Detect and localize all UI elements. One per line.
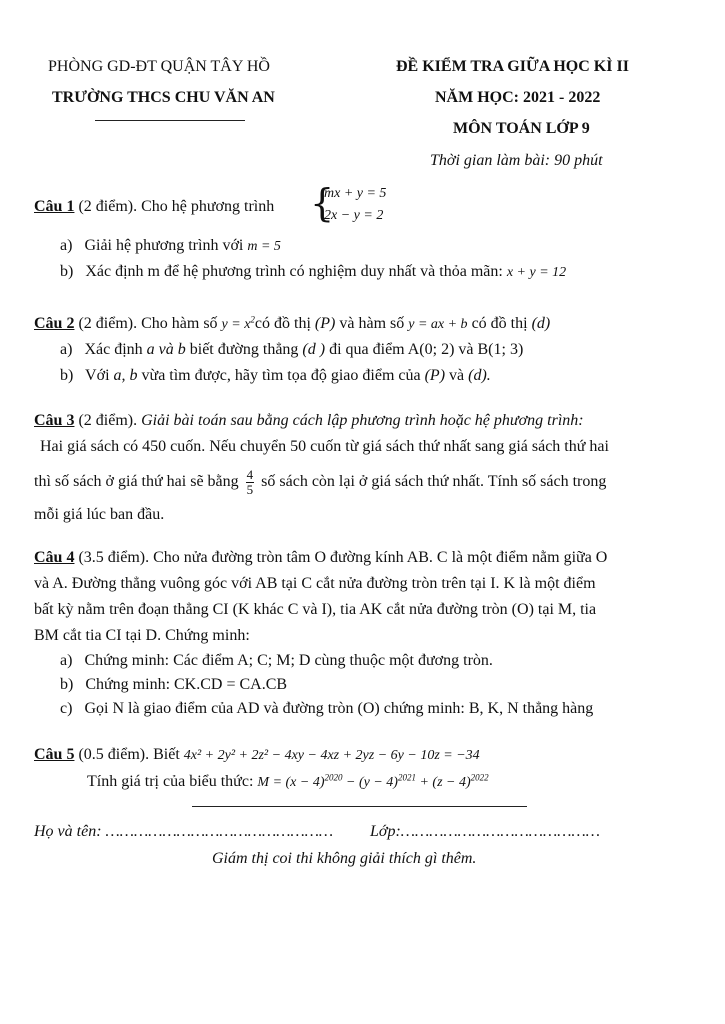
- question-1a: [60, 236, 281, 256]
- system-brace-icon: {: [310, 181, 335, 225]
- exam-duration: Thời gian làm bài: 90 phút: [430, 152, 603, 169]
- equation-1: mx + y = 5: [324, 186, 387, 201]
- question-1-intro: [34, 197, 274, 217]
- question-4b: [60, 675, 287, 695]
- fraction-four-fifths: [246, 468, 255, 497]
- question-5-points: (0.5 điểm). Biết: [74, 746, 180, 763]
- class-field: Lớp:……………………………………: [370, 823, 600, 840]
- text: có đồ thị: [471, 315, 528, 332]
- text: đi qua điểm A(0; 2) và B(1; 3): [329, 341, 524, 358]
- graph-d: (d).: [468, 367, 491, 384]
- item-label: b): [60, 676, 74, 693]
- text: số sách còn lại ở giá sách thứ nhất. Tính số sách trong: [261, 473, 607, 491]
- given-equation: 4x² + 2y² + 2z² − 4xy − 4xz + 2yz − 6y − 10z = −34: [183, 748, 480, 763]
- expression-m: [257, 772, 489, 790]
- item-label: c): [60, 700, 73, 717]
- question-3-line-2: [34, 468, 606, 497]
- question-2-points: (2 điểm). Cho hàm số: [74, 315, 218, 332]
- header-divider: [95, 120, 245, 121]
- question-4c: [60, 699, 593, 719]
- text: biết đường thẳng: [189, 341, 299, 358]
- item-label: a): [60, 341, 73, 358]
- function-1: [221, 314, 255, 332]
- item-text: Chứng minh: CK.CD = CA.CB: [85, 676, 288, 693]
- function-2: y = ax + b: [408, 317, 468, 332]
- question-3-instruction: Giải bài toán sau bằng cách lập phương trình hoặc hệ phương trình:: [141, 412, 584, 429]
- text: vừa tìm được, hãy tìm tọa độ giao điểm của: [141, 367, 421, 384]
- question-1-points: (2 điểm). Cho hệ phương trình: [74, 198, 275, 215]
- question-2b: [60, 366, 491, 386]
- question-1-label: Câu 1: [34, 198, 75, 215]
- item-text: Xác định m để hệ phương trình có nghiệm duy nhất và thỏa mãn:: [85, 263, 503, 280]
- fraction-denominator: 5: [246, 482, 254, 497]
- school-name: TRƯỜNG THCS CHU VĂN AN: [52, 89, 275, 106]
- item-label: b): [60, 263, 74, 280]
- line-d: (d ): [302, 341, 326, 358]
- item-text: Chứng minh: Các điểm A; C; M; D cùng thuộc một đương tròn.: [84, 652, 493, 669]
- function-1-base: y = x: [221, 317, 251, 332]
- item-label: b): [60, 367, 74, 384]
- text: và hàm số: [339, 315, 405, 332]
- question-5-intro: [34, 745, 480, 765]
- footer-divider: [192, 806, 527, 807]
- text: có đồ thị: [254, 315, 311, 332]
- question-2-intro: [34, 314, 550, 334]
- term-a: M = (x − 4): [257, 775, 325, 790]
- exponent-b: 2021: [397, 772, 416, 783]
- question-3-line-3: mỗi giá lúc ban đầu.: [34, 506, 165, 523]
- variables: a, b: [113, 367, 138, 384]
- equation-2: 2x − y = 2: [324, 208, 384, 223]
- item-math: m = 5: [247, 239, 281, 254]
- exam-title: ĐỀ KIỂM TRA GIỮA HỌC KÌ II: [396, 58, 629, 75]
- question-1b: [60, 262, 566, 282]
- question-4-label: Câu 4: [34, 549, 75, 566]
- graph-p: (P): [424, 367, 446, 384]
- student-name-field: Họ và tên: …………………………………………: [34, 823, 334, 840]
- question-3-points: (2 điểm).: [74, 412, 138, 429]
- text: Tính giá trị của biểu thức:: [87, 773, 254, 790]
- question-4-line-3: bất kỳ nằm trên đoạn thẳng CI (K khác C và I), tia AK cắt nửa đường tròn (O) tại M, tia: [34, 601, 597, 618]
- text: Với: [85, 367, 110, 384]
- question-4-intro: [34, 548, 607, 568]
- question-5-label: Câu 5: [34, 746, 75, 763]
- question-3-label: Câu 3: [34, 412, 75, 429]
- item-math: x + y = 12: [506, 265, 567, 280]
- function-1-exponent: 2: [250, 314, 255, 325]
- variables: a và b: [146, 341, 186, 358]
- item-label: a): [60, 237, 73, 254]
- question-5-ask: [87, 772, 489, 792]
- exponent-c: 2022: [470, 772, 489, 783]
- exponent-a: 2020: [324, 772, 343, 783]
- question-4-line-4: BM cắt tia CI tại D. Chứng minh:: [34, 627, 250, 644]
- school-year: NĂM HỌC: 2021 - 2022: [435, 89, 601, 106]
- question-3-line-1: Hai giá sách có 450 cuốn. Nếu chuyển 50 cuốn từ giá sách thứ nhất sang giá sách thứ hai: [40, 438, 609, 455]
- text: Xác định: [84, 341, 143, 358]
- text: và: [449, 367, 465, 384]
- term-c: + (z − 4): [415, 775, 471, 790]
- department-name: PHÒNG GD-ĐT QUẬN TÂY HỒ: [48, 58, 270, 75]
- question-4-points: (3.5 điểm). Cho nửa đường tròn tâm O đường kính AB. C là một điểm nằm giữa O: [74, 549, 608, 566]
- question-2a: [60, 340, 523, 360]
- item-label: a): [60, 652, 73, 669]
- question-3-intro: [34, 411, 584, 431]
- question-4a: [60, 651, 493, 671]
- question-2-label: Câu 2: [34, 315, 75, 332]
- fraction-numerator: 4: [246, 467, 254, 482]
- question-4-line-2: và A. Đường thẳng vuông góc với AB tại C cắt nửa đường tròn trên tại I. K là một điểm: [34, 575, 596, 592]
- subject: MÔN TOÁN LỚP 9: [453, 120, 590, 137]
- graph-p: (P): [314, 315, 336, 332]
- graph-d: (d): [531, 315, 551, 332]
- item-text: Gọi N là giao điểm của AD và đường tròn (O) chứng minh: B, K, N thẳng hàng: [84, 700, 594, 717]
- item-text: Giải hệ phương trình với: [84, 237, 244, 254]
- proctor-note: Giám thị coi thi không giải thích gì thêm.: [212, 850, 477, 867]
- text: thì số sách ở giá thứ hai sẽ bằng: [34, 473, 239, 491]
- term-b: − (y − 4): [342, 775, 398, 790]
